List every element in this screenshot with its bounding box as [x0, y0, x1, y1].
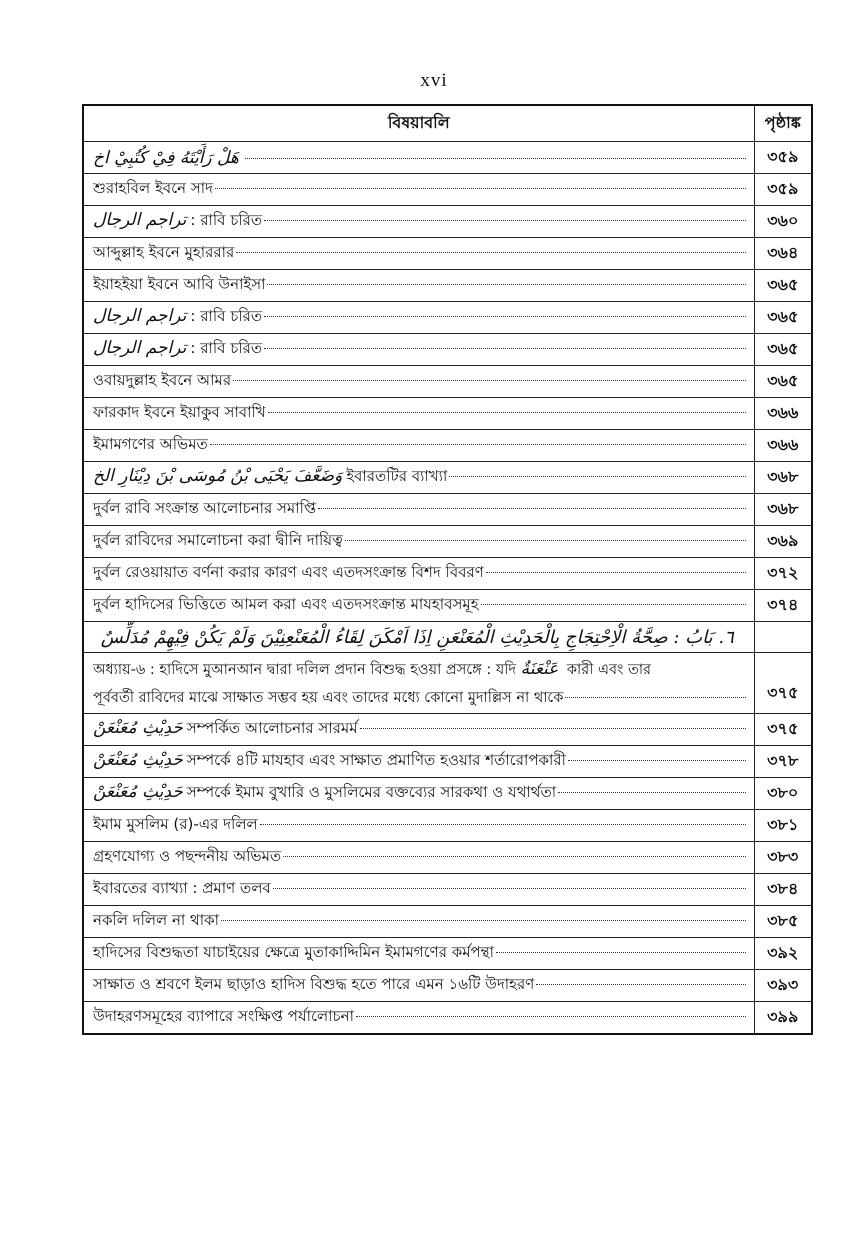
toc-entry-text: নকলি দলিল না থাকা [93, 911, 219, 929]
toc-entry [93, 209, 746, 234]
toc-entry-cell [83, 398, 754, 430]
toc-row [83, 366, 812, 398]
dot-leader [345, 540, 746, 541]
toc-entry [93, 909, 746, 934]
toc-entry-arabic: تراجم الرجال [93, 306, 187, 326]
chapter-description-row [83, 653, 812, 714]
toc-entry [93, 941, 746, 966]
toc-entry-text: দুর্বল রাবিদের সমালোচনা করা দ্বীনি দায়িত্ব [93, 531, 343, 549]
toc-entry-text: সম্পর্কিত আলোচনার সারমর্ম [186, 719, 358, 737]
toc-row [83, 302, 812, 334]
toc-entry-cell [83, 270, 754, 302]
toc-entry-text: ফারকাদ ইবনে ইয়াকুব সাবাখি [93, 403, 266, 421]
dot-leader [236, 252, 745, 253]
toc-entry-cell [83, 334, 754, 366]
toc-entry-title [93, 813, 258, 838]
toc-row [83, 810, 812, 842]
chapter-description-cell [83, 653, 754, 714]
toc-entry-title [93, 148, 243, 168]
toc-entry [93, 433, 746, 458]
page-column-header: পৃষ্ঠাঙ্ক [754, 105, 812, 142]
toc-body [83, 142, 812, 622]
toc-entry [93, 177, 746, 202]
toc-page-number: ৩৬৯ [754, 526, 812, 558]
dot-leader [233, 380, 745, 381]
toc-entry-title [93, 337, 262, 362]
toc-entry-cell [83, 206, 754, 238]
toc-page-number: ৩৬৬ [754, 430, 812, 462]
chapter-arabic-heading-cell [83, 622, 754, 653]
toc-row [83, 494, 812, 526]
toc-entry-text: দুর্বল হাদিসের ভিত্তিতে আমল করা এবং এতদসংক্রান্ত মাযহাবসমূহ [93, 595, 479, 613]
dot-leader [215, 188, 745, 189]
toc-page-number: ৩৮০ [754, 778, 812, 810]
toc-row [83, 842, 812, 874]
chapter-heading-row [83, 622, 812, 653]
toc-entry-title [93, 941, 494, 966]
toc-entry-title [93, 401, 266, 426]
toc-entry-arabic: حَدِيْثِ مُعَنْعَنْ [93, 782, 183, 802]
toc-row [83, 746, 812, 778]
toc-entry-text: সাক্ষাত ও শ্রবণে ইলম ছাড়াও হাদিস বিশুদ্ধ হতে পারে এমন ১৬টি উদাহরণ [93, 975, 535, 993]
toc-entry-title [93, 433, 208, 458]
toc-page-number: ৩৬৫ [754, 302, 812, 334]
toc-entry-cell [83, 462, 754, 494]
toc-entry [93, 148, 746, 168]
toc-entry-cell [83, 714, 754, 746]
toc-entry-title [93, 845, 281, 870]
toc-row [83, 714, 812, 746]
dot-leader [568, 760, 746, 761]
toc-entry-arabic: حَدِيْثِ مُعَنْعَنْ [93, 750, 183, 770]
toc-entry-text: সম্পর্কে ইমাম বুখারি ও মুসলিমের বক্তব্যের সারকথা ও যথার্থতা [186, 783, 557, 801]
toc-page-number: ৩৭৫ [754, 714, 812, 746]
toc-entry-text: : রাবি চরিত [190, 211, 263, 229]
dot-leader [264, 316, 745, 317]
toc-entry-title [93, 241, 234, 266]
toc-entry [93, 401, 746, 426]
toc-entry-cell [83, 494, 754, 526]
toc-header-row [83, 105, 812, 142]
toc-entry-title [93, 209, 262, 234]
toc-entry-text: ইবারতটির ব্যাখ্যা [346, 467, 448, 485]
toc-entry-title [93, 1005, 354, 1030]
toc-entry-cell [83, 526, 754, 558]
toc-entry-title [93, 561, 484, 586]
toc-entry-cell [83, 810, 754, 842]
toc-row [83, 938, 812, 970]
toc-entry-text: আব্দুল্লাহ ইবনে মুহাররার [93, 243, 235, 261]
toc-entry-text: দুর্বল রাবি সংক্রান্ত আলোচনার সমাপ্তি [93, 499, 317, 517]
toc-entry-title [93, 973, 534, 998]
toc-row [83, 430, 812, 462]
toc-page-number: ৩৫৯ [754, 174, 812, 206]
toc-entry-title [93, 529, 343, 554]
toc-row [83, 590, 812, 622]
dot-leader [267, 284, 745, 285]
toc-entry-title [93, 273, 265, 298]
toc-entry-text: গ্রহণযোগ্য ও পছন্দনীয় অভিমত [93, 847, 282, 865]
chapter-arabic-heading: ٦. بَابُ : صِحَّةُ الْاِحْتِجَاجِ بِالْحَدِيْثِ الْمُعَنْعَنِ اِذَا اَمْكَنَ لِقَاءُ الْمُعَنْعِنِيْنَ وَلَمْ يَكُنْ فِيْهِمْ مُدَلِّسٌ [100, 626, 734, 648]
toc-entry-text: : রাবি চরিত [190, 339, 263, 357]
toc-page-number: ৩৯৯ [754, 1002, 812, 1035]
toc-entry-cell [83, 366, 754, 398]
toc-row [83, 1002, 812, 1035]
toc-row [83, 142, 812, 174]
toc-entry [93, 845, 746, 870]
toc-entry-cell [83, 430, 754, 462]
topic-column-header: বিষয়াবলি [83, 105, 754, 142]
dot-leader [558, 792, 745, 793]
toc-entry [93, 877, 746, 902]
toc-entry-arabic: حَدِيْثِ مُعَنْعَنْ [93, 718, 183, 738]
chapter-description-text: অধ্যায়-৬ : হাদিসে মুআনআন দ্বারা দলিল প্রদান বিশুদ্ধ হওয়া প্রসঙ্গে : যদি [93, 661, 516, 678]
toc-row [83, 778, 812, 810]
toc-entry-arabic: تراجم الرجال [93, 338, 187, 358]
toc-entry-arabic: وَضَعَّفَ يَحْيَى بْنُ مُوسَى بْنَ دِيْنَارِ الخ [93, 466, 343, 486]
toc-entry-arabic: تراجم الرجال [93, 210, 187, 230]
toc-entry-cell [83, 906, 754, 938]
dot-leader [360, 728, 746, 729]
toc-entry-title [93, 593, 479, 618]
toc-page-number: ৩৬০ [754, 206, 812, 238]
toc-row [83, 874, 812, 906]
toc-row [83, 906, 812, 938]
dot-leader [245, 158, 746, 159]
toc-entry-text: শুরাহবিল ইবনে সাদ [93, 179, 214, 197]
toc-row [83, 558, 812, 590]
toc-entry [93, 813, 746, 838]
toc-entry [93, 749, 746, 774]
dot-leader [283, 856, 745, 857]
toc-entry-title [93, 177, 213, 202]
dot-leader [565, 697, 745, 698]
chapter-page-number: ৩৭৫ [754, 653, 812, 714]
toc-entry-text: ইয়াহইয়া ইবনে আবি উনাইসা [93, 275, 266, 293]
toc-row [83, 462, 812, 494]
toc-entry-title [93, 909, 219, 934]
toc-row [83, 526, 812, 558]
toc-page-number: ৩৭৮ [754, 746, 812, 778]
toc-entry-title [93, 465, 447, 490]
toc-entry-cell [83, 778, 754, 810]
toc-row [83, 970, 812, 1002]
toc-row [83, 174, 812, 206]
toc-entry-text: ওবায়দুল্লাহ ইবনে আমর [93, 371, 232, 389]
dot-leader [264, 348, 745, 349]
toc-entry [93, 337, 746, 362]
toc-entry-text: ইমাম মুসলিম (র)-এর দলিল [93, 815, 258, 833]
toc-page-number: ৩৬৫ [754, 270, 812, 302]
toc-page-number: ৩৬৫ [754, 334, 812, 366]
dot-leader [536, 984, 745, 985]
toc-entry [93, 717, 746, 742]
dot-leader [268, 412, 746, 413]
toc-entry-text: : রাবি চরিত [190, 307, 263, 325]
dot-leader [260, 824, 746, 825]
toc-page-number: ৩৯২ [754, 938, 812, 970]
chapter-description-continuation: পূর্ববর্তী রাবিদের মাঝে সাক্ষাত সম্ভব হয় এবং তাদের মধ্যে কোনো মুদাল্লিস না থাকে [93, 689, 564, 706]
toc-entry-cell [83, 590, 754, 622]
toc-entry-title [93, 369, 231, 394]
toc-entry [93, 241, 746, 266]
toc-entry-cell [83, 1002, 754, 1035]
toc-row [83, 398, 812, 430]
dot-leader [486, 572, 746, 573]
toc-entry [93, 593, 746, 618]
toc-entry-title [93, 781, 556, 806]
toc-entry-text: হাদিসের বিশুদ্ধতা যাচাইয়ের ক্ষেত্রে মুতাকাদ্দিমিন ইমামগণের কর্মপন্থা [93, 943, 494, 961]
toc-entry [93, 305, 746, 330]
dot-leader [264, 220, 745, 221]
dot-leader [318, 508, 745, 509]
toc-entry-cell [83, 842, 754, 874]
chapter-description-line2 [93, 684, 746, 712]
toc-page-number: ৩৭২ [754, 558, 812, 590]
toc-entry-cell [83, 970, 754, 1002]
toc-page-number: ৩৬৮ [754, 462, 812, 494]
toc-entry-cell [83, 142, 754, 174]
chapter-block [83, 622, 812, 714]
toc-entry-title [93, 497, 316, 522]
toc-entry [93, 561, 746, 586]
dot-leader [273, 888, 746, 889]
toc-entry-cell [83, 238, 754, 270]
toc-entry-cell [83, 874, 754, 906]
toc-entry-text: ইমামগণের অভিমত [93, 435, 208, 453]
dot-leader [210, 444, 746, 445]
toc-entry-arabic: هَلْ رَأَيْتَهُ فِيْ كُتُبِيْ اخ [93, 147, 239, 168]
toc-entry-title [93, 717, 358, 742]
table-of-contents [82, 104, 813, 1035]
toc-page-number: ৩৬৬ [754, 398, 812, 430]
toc-entry-title [93, 877, 271, 902]
toc-page-number: ৩৬৮ [754, 494, 812, 526]
toc-entry [93, 973, 746, 998]
toc-entry-text: দুর্বল রেওয়ায়াত বর্ণনা করার কারণ এবং এতদসংক্রান্ত বিশদ বিবরণ [93, 563, 484, 581]
toc-entry-cell [83, 302, 754, 334]
chapter-description-end: কারী এবং তার [566, 661, 651, 678]
toc-page-number: ৩৯৩ [754, 970, 812, 1002]
toc-entry-cell [83, 558, 754, 590]
toc-row [83, 270, 812, 302]
chapter-description-line1 [93, 655, 746, 684]
dot-leader [356, 1016, 746, 1017]
toc-page-number: ৩৫৯ [754, 142, 812, 174]
chapter-description-arabic: عَنْعَنَةٌ [520, 658, 559, 679]
toc-entry [93, 273, 746, 298]
toc-entry-title [93, 749, 566, 774]
toc-row [83, 238, 812, 270]
toc-entry [93, 497, 746, 522]
toc-page-number: ৩৮৪ [754, 874, 812, 906]
dot-leader [221, 920, 746, 921]
dot-leader [496, 952, 746, 953]
toc-entry [93, 529, 746, 554]
toc-entry [93, 781, 746, 806]
toc-page-number: ৩৮৫ [754, 906, 812, 938]
toc-row [83, 334, 812, 366]
toc-page-number: ৩৬৪ [754, 238, 812, 270]
toc-row [83, 206, 812, 238]
toc-entry-cell [83, 746, 754, 778]
toc-entry [93, 465, 746, 490]
page-number: xvi [420, 70, 448, 91]
toc-page-number: ৩৭৪ [754, 590, 812, 622]
toc-entry [93, 1005, 746, 1030]
dot-leader [449, 476, 745, 477]
toc-entry-title [93, 305, 262, 330]
dot-leader [481, 604, 746, 605]
toc-page-number: ৩৮১ [754, 810, 812, 842]
toc-entry-text: উদাহরণসমূহের ব্যাপারে সংক্ষিপ্ত পর্যালোচনা [93, 1007, 354, 1025]
toc-entry [93, 369, 746, 394]
toc-entry-text: ইবারতের ব্যাখ্যা : প্রমাণ তলব [93, 879, 271, 897]
toc-body-continued [83, 714, 812, 1035]
toc-entry-cell [83, 174, 754, 206]
toc-entry-text: সম্পর্কে ৪টি মাযহাব এবং সাক্ষাত প্রমাণিত হওয়ার শর্তারোপকারী [186, 751, 566, 769]
toc-page-number: ৩৬৫ [754, 366, 812, 398]
toc-entry-cell [83, 938, 754, 970]
toc-page-number: ৩৮৩ [754, 842, 812, 874]
chapter-heading-page-cell [754, 622, 812, 653]
